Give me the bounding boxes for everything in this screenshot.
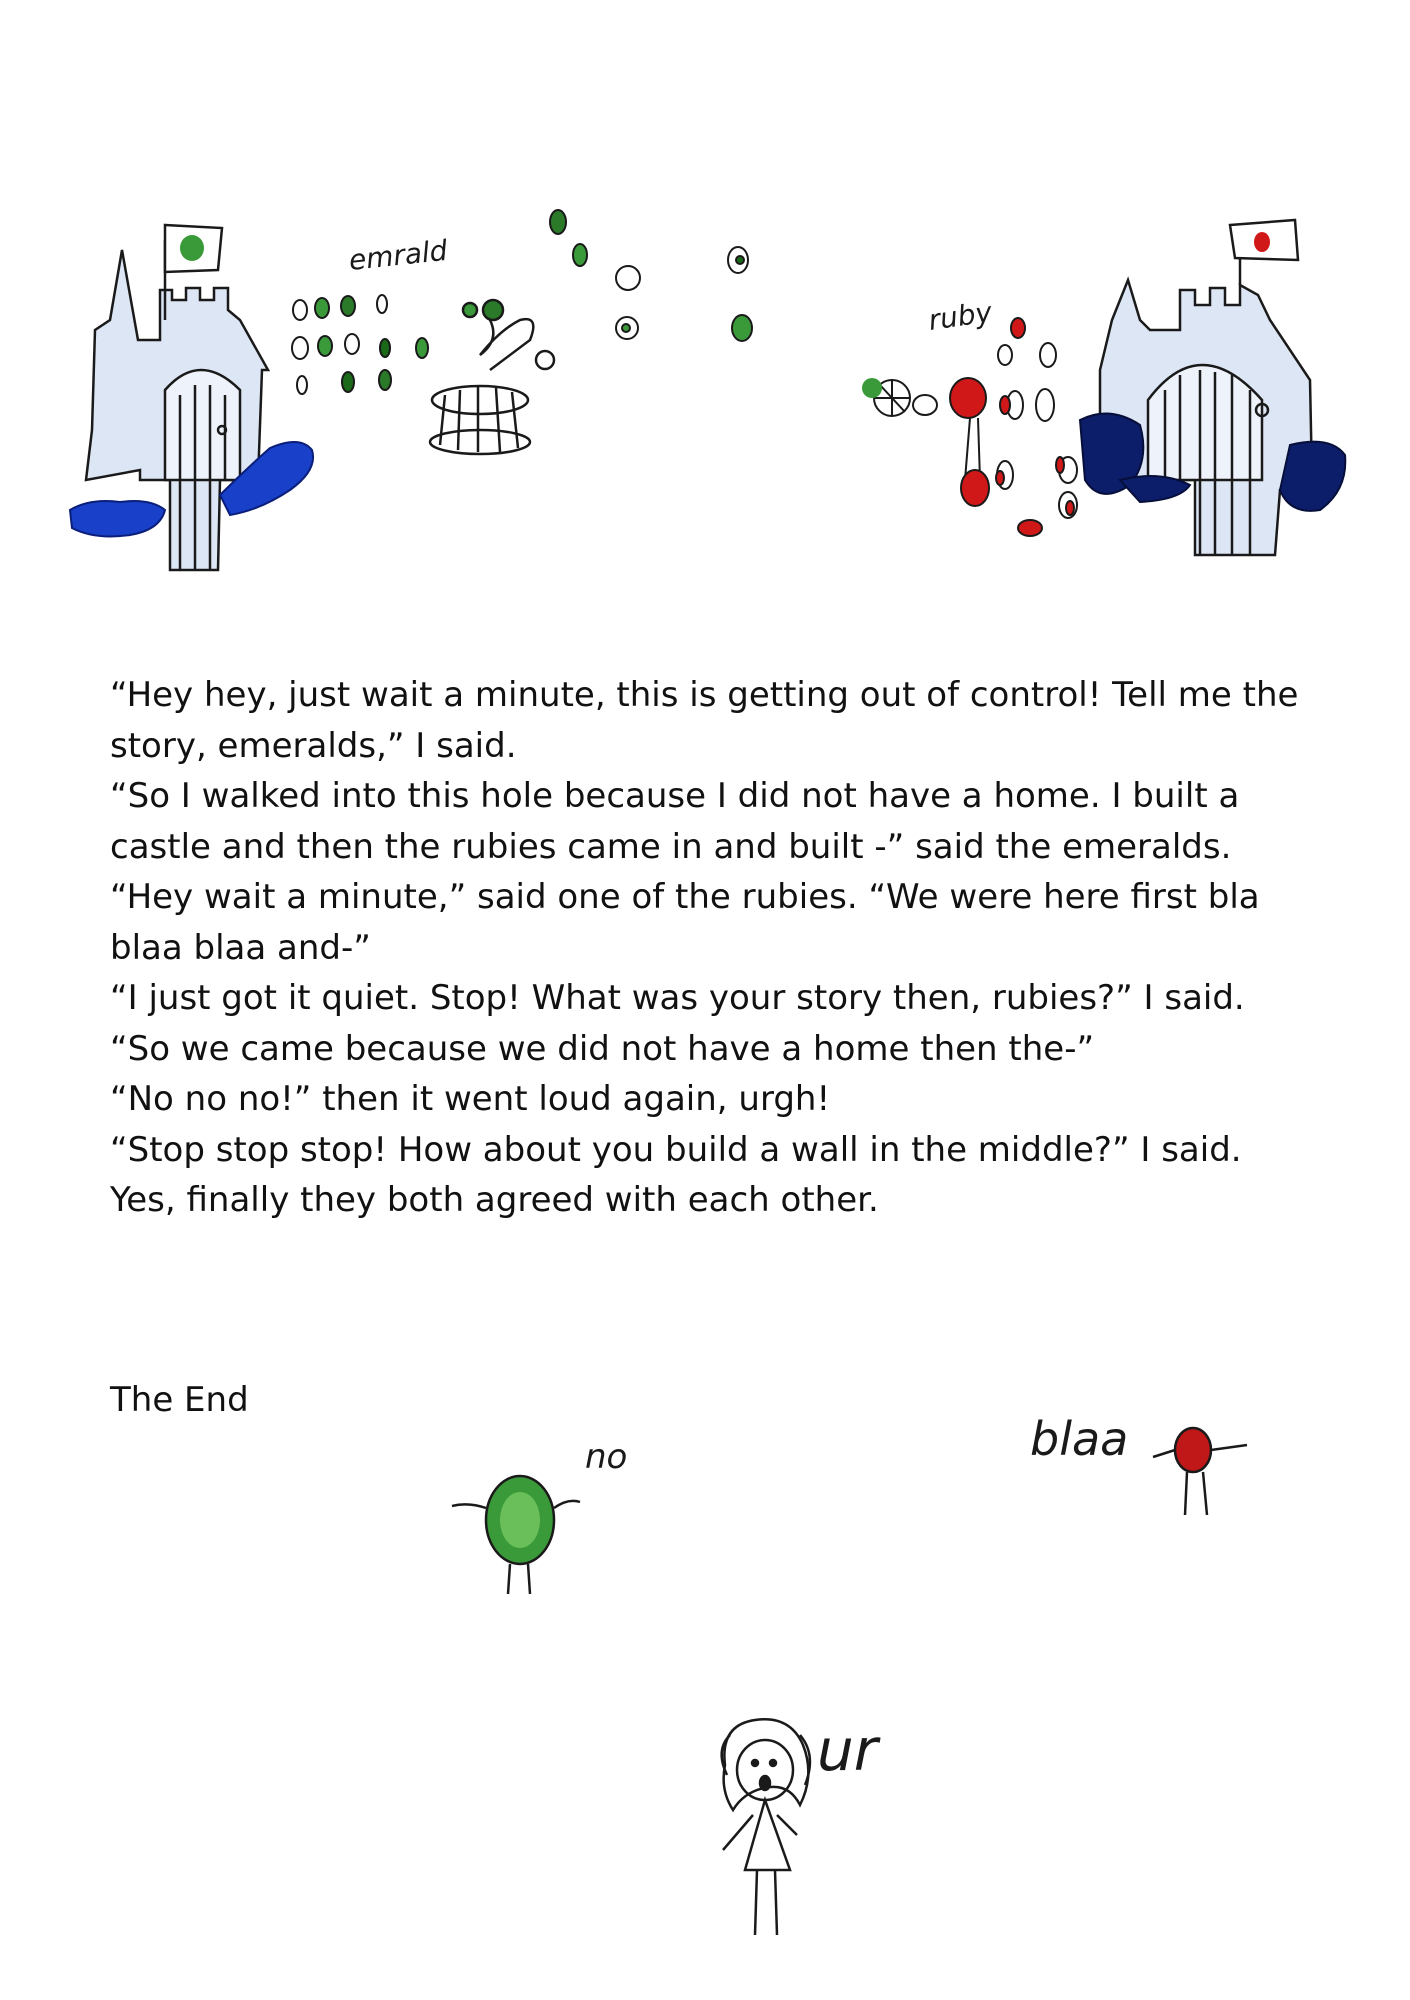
castles-drawing bbox=[0, 180, 1410, 600]
ruby-character-drawing bbox=[1025, 1395, 1275, 1525]
girl-speech: ur bbox=[817, 1716, 878, 1784]
ruby-speech: blaa bbox=[1030, 1412, 1129, 1466]
story-line: “Hey hey, just wait a minute, this is getting out of control! Tell me the story, emeralds,” I said. bbox=[110, 675, 1299, 766]
story-line: “No no no!” then it went loud again, urgh! bbox=[110, 1079, 831, 1119]
story-line: “So I walked into this hole because I did not have a home. I built a castle and then the rubies came in and built -” said the emeralds. bbox=[110, 776, 1240, 867]
story-line: “Stop stop stop! How about you build a wall in the middle?” I said. bbox=[110, 1129, 1242, 1170]
emerald-character bbox=[450, 1430, 660, 1600]
emerald-speech: no bbox=[585, 1437, 628, 1477]
ruby-character bbox=[1025, 1395, 1275, 1525]
emerald-gems bbox=[292, 210, 752, 394]
girl-character-drawing bbox=[705, 1705, 935, 1955]
the-end-heading: The End bbox=[110, 1380, 249, 1420]
story-line: “Hey wait a minute,” said one of the rubies. “We were here first bla blaa blaa and-” bbox=[110, 877, 1260, 968]
story-text bbox=[110, 670, 1310, 1226]
emerald-character-drawing bbox=[450, 1430, 660, 1600]
castles-illustration bbox=[0, 180, 1410, 600]
story-line: “I just got it quiet. Stop! What was your story then, rubies?” I said. bbox=[110, 978, 1245, 1018]
emerald-cage bbox=[430, 300, 554, 454]
girl-character bbox=[705, 1705, 935, 1955]
ruby-label: ruby bbox=[926, 295, 994, 337]
emerald-label: emrald bbox=[347, 233, 449, 277]
story-line: Yes, finally they both agreed with each other. bbox=[110, 1180, 879, 1220]
story-line: “So we came because we did not have a home then the-” bbox=[110, 1028, 1095, 1069]
ruby-castle bbox=[1100, 220, 1312, 555]
ruby-gems bbox=[862, 318, 1077, 536]
